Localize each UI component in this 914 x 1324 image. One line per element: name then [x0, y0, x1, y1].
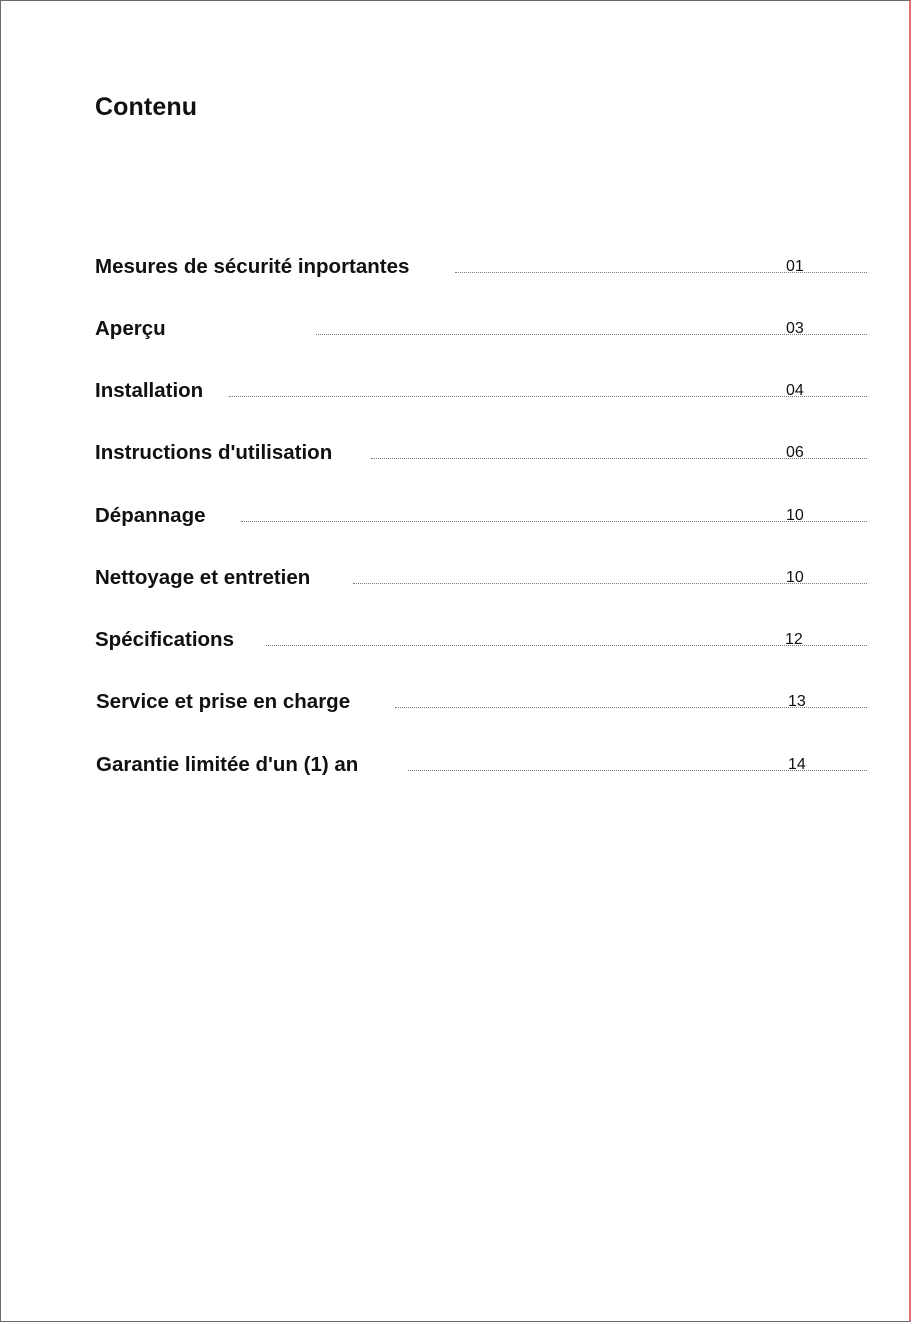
- toc-entry-cleaning[interactable]: [95, 564, 815, 592]
- toc-entry-label: Aperçu: [95, 317, 166, 340]
- toc-entry-label: Nettoyage et entretien: [95, 566, 311, 589]
- toc-entry-warranty[interactable]: [96, 751, 816, 779]
- toc-dot-leader: [455, 272, 867, 273]
- toc-entry-label: Installation: [95, 379, 204, 402]
- toc-page-number: 01: [786, 258, 804, 275]
- toc-entry-label: Garantie limitée d'un (1) an: [96, 753, 359, 776]
- toc-entry-label: Service et prise en charge: [96, 690, 351, 713]
- toc-entry-label: Spécifications: [95, 628, 234, 651]
- toc-dot-leader: [316, 334, 867, 335]
- toc-page-number: 12: [785, 631, 803, 648]
- page-title: Contenu: [95, 93, 198, 121]
- toc-entry-label: Mesures de sécurité inportantes: [95, 255, 410, 278]
- toc-entry-safety[interactable]: [95, 253, 815, 281]
- toc-entry-troubleshooting[interactable]: [95, 502, 815, 530]
- toc-entry-overview[interactable]: [95, 315, 815, 343]
- toc-entry-label: Dépannage: [95, 504, 206, 527]
- toc-dot-leader: [229, 396, 867, 397]
- toc-page-number: 06: [786, 444, 804, 461]
- toc-page-number: 03: [786, 320, 804, 337]
- toc-entry-support[interactable]: [96, 688, 816, 716]
- toc-entry-instructions[interactable]: [95, 439, 815, 467]
- toc-page-number: 10: [786, 507, 804, 524]
- toc-entry-specifications[interactable]: [95, 626, 815, 654]
- toc-page-number: 14: [788, 756, 806, 773]
- toc-dot-leader: [241, 521, 867, 522]
- toc-page-number: 13: [788, 693, 806, 710]
- toc-dot-leader: [266, 645, 867, 646]
- toc-page-number: 10: [786, 569, 804, 586]
- toc-entry-installation[interactable]: [95, 377, 815, 405]
- toc-entry-label: Instructions d'utilisation: [95, 441, 333, 464]
- toc-page-number: 04: [786, 382, 804, 399]
